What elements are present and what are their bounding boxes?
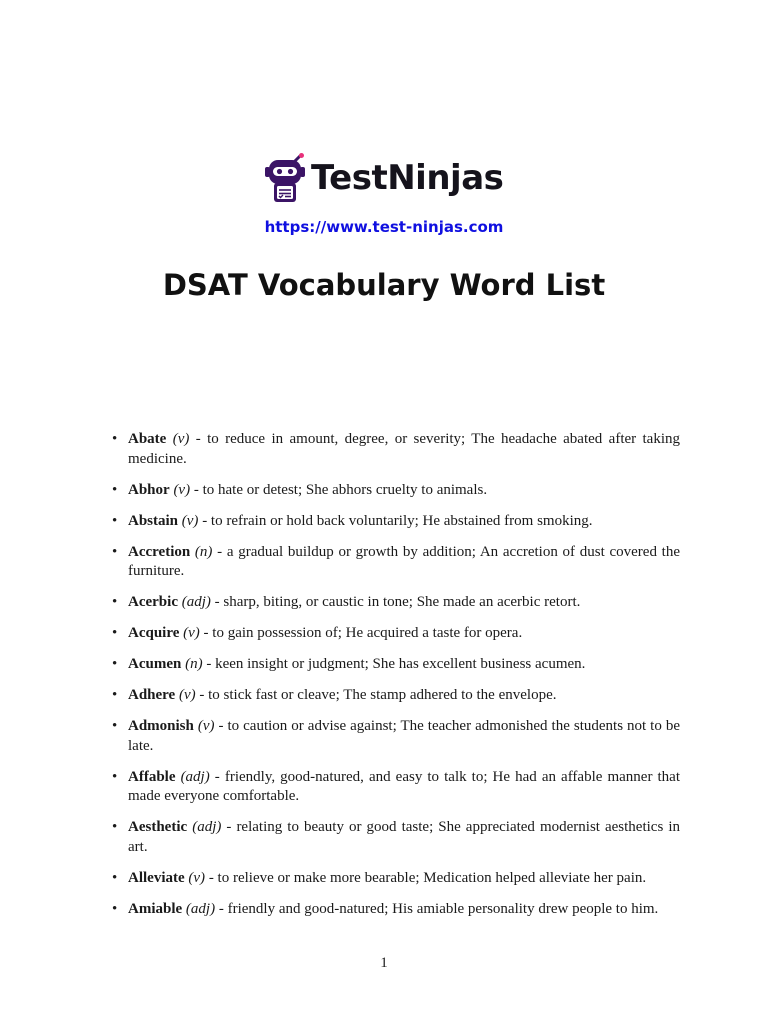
bullet-icon: •: [112, 656, 118, 672]
bullet-icon: •: [112, 869, 118, 886]
vocab-entry: [112, 655, 680, 675]
part-of-speech: (v): [173, 481, 191, 498]
vocab-word: Adhere: [128, 687, 176, 703]
vocab-definition: - to hate or detest; She abhors cruelty to animals.: [190, 481, 488, 498]
vocab-word: Alleviate: [128, 869, 185, 886]
vocab-entry: [112, 512, 680, 532]
part-of-speech: (v): [197, 718, 215, 734]
website-link[interactable]: https://www.test-ninjas.com: [264, 218, 504, 236]
part-of-speech: (v): [183, 625, 200, 641]
document-title: DSAT Vocabulary Word List: [162, 268, 606, 302]
part-of-speech: (adj): [192, 819, 222, 835]
vocab-word: Abstain: [128, 512, 179, 529]
bullet-icon: •: [112, 431, 118, 447]
bullet-icon: •: [112, 718, 118, 734]
vocab-word: Accretion: [128, 543, 191, 560]
vocab-entry: [112, 869, 680, 889]
bullet-icon: •: [112, 625, 118, 641]
vocab-definition: - to caution or advise against; The teacher admonished the students not to be late.: [128, 718, 680, 754]
vocab-entry: [112, 717, 680, 756]
part-of-speech: (v): [181, 512, 199, 529]
vocab-entry: [112, 624, 680, 644]
vocabulary-list: [112, 430, 681, 931]
vocab-entry: [112, 481, 680, 501]
bullet-icon: •: [112, 512, 118, 529]
vocab-definition: - to reduce in amount, degree, or severity; The headache abated after taking medicine.: [128, 431, 680, 467]
part-of-speech: (n): [194, 543, 213, 560]
vocab-definition: - keen insight or judgment; She has excellent business acumen.: [202, 656, 586, 672]
part-of-speech: (adj): [181, 594, 211, 610]
part-of-speech: (v): [178, 687, 196, 703]
part-of-speech: (v): [172, 431, 190, 447]
part-of-speech: (adj): [185, 900, 216, 917]
bullet-icon: •: [112, 687, 118, 703]
bullet-icon: •: [112, 481, 118, 498]
vocab-definition: - relating to beauty or good taste; She appreciated modernist aesthetics in art.: [128, 819, 681, 855]
bullet-icon: •: [112, 900, 118, 917]
vocab-word: Admonish: [128, 718, 194, 734]
vocab-word: Affable: [128, 768, 176, 785]
vocab-entry: [112, 818, 681, 857]
bullet-icon: •: [112, 543, 118, 560]
vocab-entry: [112, 686, 680, 706]
page-number: 1: [380, 955, 388, 971]
vocab-definition: - to stick fast or cleave; The stamp adhered to the envelope.: [195, 687, 557, 703]
vocab-entry: [112, 768, 680, 807]
vocab-word: Amiable: [128, 900, 183, 917]
bullet-icon: •: [112, 594, 118, 610]
testninjas-logo: [265, 152, 503, 204]
vocab-definition: - to relieve or make more bearable; Medication helped alleviate her pain.: [205, 869, 647, 886]
vocab-word: Acerbic: [128, 594, 178, 610]
vocab-definition: - to gain possession of; He acquired a taste for opera.: [199, 625, 523, 641]
bullet-icon: •: [112, 819, 118, 835]
vocab-definition: - a gradual buildup or growth by addition; An accretion of dust covered the furniture.: [128, 543, 680, 579]
ninja-robot-clipboard-icon: [265, 153, 307, 203]
vocab-definition: - friendly, good-natured, and easy to talk to; He had an affable manner that made everyone comfortable.: [128, 768, 680, 804]
vocab-entry: [112, 593, 680, 613]
part-of-speech: (n): [185, 656, 203, 672]
vocab-definition: - sharp, biting, or caustic in tone; She made an acerbic retort.: [210, 594, 581, 610]
vocab-entry: [112, 430, 680, 469]
vocab-word: Aesthetic: [128, 819, 188, 835]
vocab-word: Acquire: [128, 625, 180, 641]
vocab-word: Abhor: [128, 481, 170, 498]
bullet-icon: •: [112, 768, 118, 785]
part-of-speech: (v): [188, 869, 206, 886]
vocab-entry: [112, 543, 680, 582]
vocab-definition: - to refrain or hold back voluntarily; He abstained from smoking.: [198, 512, 593, 529]
vocab-entry: [112, 900, 680, 920]
vocab-definition: - friendly and good-natured; His amiable personality drew people to him.: [215, 900, 659, 917]
vocab-word: Abate: [128, 431, 167, 447]
logo-wordmark: TestNinjas: [311, 158, 504, 198]
part-of-speech: (adj): [180, 768, 210, 785]
vocab-word: Acumen: [128, 656, 182, 672]
